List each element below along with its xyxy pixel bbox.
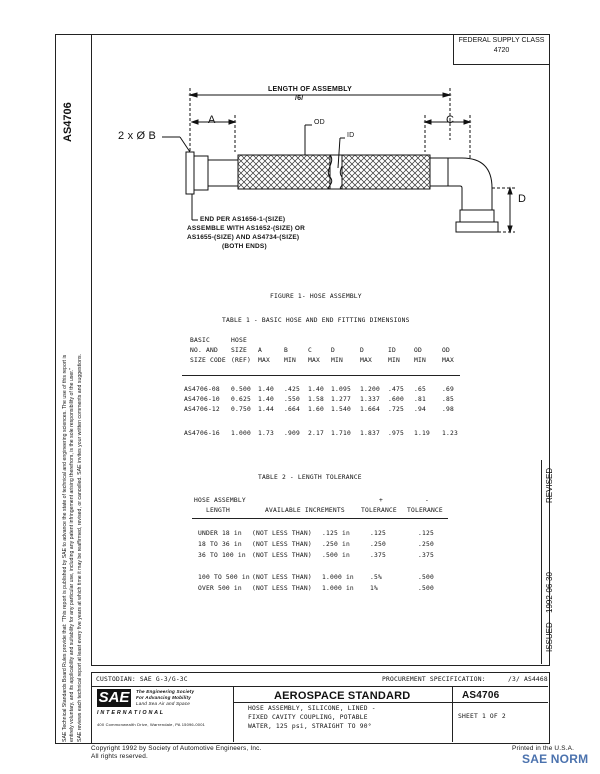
table1-cell: .550 bbox=[284, 396, 300, 403]
table1-cell: 1.40 bbox=[258, 386, 274, 393]
table1-header-cell: SIZE bbox=[231, 347, 247, 354]
sheet-number: SHEET 1 OF 2 bbox=[458, 713, 506, 720]
logo-tagline-3: Land Sea Air and Space bbox=[136, 701, 191, 706]
issued-label: ISSUED bbox=[545, 622, 554, 652]
table2-cell: (NOT LESS THAN) bbox=[252, 574, 312, 581]
table2-cell: (NOT LESS THAN) bbox=[252, 585, 312, 592]
left-fitting-nut bbox=[186, 152, 194, 194]
end-note-line1: END PER AS1656-1-(SIZE) bbox=[200, 216, 286, 223]
table1-cell: 1.837 bbox=[360, 430, 380, 437]
table1-cell: 0.750 bbox=[231, 406, 251, 413]
end-note-line4: (BOTH ENDS) bbox=[222, 243, 267, 250]
table2-cell: 18 TO 36 in bbox=[198, 541, 242, 548]
table2-cell: .250 bbox=[418, 541, 434, 548]
table1-header-cell: NO. AND bbox=[190, 347, 218, 354]
copyright: Copyright 1992 by Society of Automotive Engineers, Inc. bbox=[91, 745, 262, 752]
table2-header-length-1: HOSE ASSEMBLY bbox=[194, 497, 246, 504]
procurement-ref: /3/ AS4468 bbox=[508, 676, 548, 683]
title-block-divider-1 bbox=[233, 686, 234, 742]
table2-cell: (NOT LESS THAN) bbox=[252, 552, 312, 559]
table1-cell: 1.40 bbox=[258, 396, 274, 403]
table1-cell: 1.200 bbox=[360, 386, 380, 393]
table2-header-minus-sign: - bbox=[425, 497, 429, 504]
table1-cell: AS4706-10 bbox=[184, 396, 220, 403]
table1-cell: .94 bbox=[414, 406, 426, 413]
table1-cell: 1.710 bbox=[331, 430, 351, 437]
table1-cell: 1.095 bbox=[331, 386, 351, 393]
disclaimer-line-2: entirely voluntary, and its applicability and suitability for any particular use, including any patent infringement arising therefrom, is the sole responsibility of the user." bbox=[69, 368, 75, 742]
end-note-line2: ASSEMBLE WITH AS1652-(SIZE) OR bbox=[187, 225, 306, 232]
watermark: SAE NORM bbox=[522, 752, 589, 766]
table2-cell: .375 bbox=[418, 552, 434, 559]
procurement-spec: PROCUREMENT SPECIFICATION: bbox=[382, 676, 486, 683]
sae-logo: SAE bbox=[98, 689, 130, 706]
table2-cell: 36 TO 100 in bbox=[198, 552, 246, 559]
table2-cell: (NOT LESS THAN) bbox=[252, 530, 312, 537]
end-note-line3: AS1655-(SIZE) AND AS4734-(SIZE) bbox=[187, 234, 300, 241]
title-block-doc-number: AS4706 bbox=[462, 690, 500, 701]
dim-d-label: D bbox=[518, 193, 527, 205]
disclaimer-line-3: SAE reviews each technical report at least every five years at which time it may be reaffirmed, revised, or cancelled. SAE invites your written comments and suggestions. bbox=[77, 354, 83, 742]
table2-cell: .125 bbox=[418, 530, 434, 537]
table1-header-cell: MIN bbox=[388, 357, 400, 364]
dates-divider bbox=[541, 460, 542, 664]
table1-header-cell: BASIC bbox=[190, 337, 210, 344]
table1-cell: .909 bbox=[284, 430, 300, 437]
logo-address: 400 Commonwealth Drive, Warrendale, PA 15096-0001 bbox=[97, 722, 206, 727]
rights-reserved: All rights reserved. bbox=[91, 753, 148, 760]
table2-cell: 1.000 in bbox=[322, 585, 354, 592]
table1-cell: 0.500 bbox=[231, 386, 251, 393]
table1-header-cell: MAX bbox=[308, 357, 320, 364]
table1-header-cell: MAX bbox=[258, 357, 270, 364]
table1-header-cell: D bbox=[360, 347, 364, 354]
doc-number-vertical: AS4706 bbox=[62, 102, 74, 142]
title-block-divider-2 bbox=[452, 686, 453, 742]
logo-tagline-2: For Advancing Mobility bbox=[136, 695, 192, 700]
table2-cell: .125 bbox=[370, 530, 386, 537]
length-arrow-right bbox=[443, 93, 450, 97]
standard-title: AEROSPACE STANDARD bbox=[274, 690, 411, 702]
table1-header-cell: D bbox=[331, 347, 335, 354]
table1-cell: 1.44 bbox=[258, 406, 274, 413]
table2-header-plus: TOLERANCE bbox=[361, 507, 397, 514]
table1-cell: AS4706-16 bbox=[184, 430, 220, 437]
table1-cell: .69 bbox=[442, 386, 454, 393]
table2-cell: .500 bbox=[418, 585, 434, 592]
table1-header-cell: C bbox=[308, 347, 312, 354]
table1-header-cell: MIN bbox=[414, 357, 426, 364]
table2-cell: .500 bbox=[418, 574, 434, 581]
table1-header-cell: MIN bbox=[331, 357, 343, 364]
table1-cell: AS4706-08 bbox=[184, 386, 220, 393]
id-label: ID bbox=[347, 132, 355, 139]
table1-header-cell: MIN bbox=[284, 357, 296, 364]
table2-cell: .375 bbox=[370, 552, 386, 559]
disclaimer-line-1: SAE Technical Standards Board Rules provide that: "This report is published by SAE to advance the state of technical and engineering sciences. The use of this report is bbox=[62, 354, 68, 742]
table1-cell: .975 bbox=[388, 430, 404, 437]
table2-cell: .500 in bbox=[322, 552, 350, 559]
table2-header-length-2: LENGTH bbox=[206, 507, 230, 514]
title-block-rule-2 bbox=[233, 702, 548, 703]
table1-cell: 2.17 bbox=[308, 430, 324, 437]
table1-header-cell: A bbox=[258, 347, 262, 354]
table1-cell: 1.58 bbox=[308, 396, 324, 403]
table1-cell: 1.73 bbox=[258, 430, 274, 437]
table1-header-cell: OD bbox=[414, 347, 422, 354]
table2-cell: .5% bbox=[370, 574, 382, 581]
dim-a-label: A bbox=[208, 114, 216, 126]
table1-cell: .85 bbox=[442, 396, 454, 403]
hose-braid-right bbox=[342, 155, 430, 189]
table2-cell: .125 in bbox=[322, 530, 350, 537]
dim-c-label: C bbox=[446, 114, 455, 126]
table2-cell: UNDER 18 in bbox=[198, 530, 242, 537]
table1-cell: AS4706-12 bbox=[184, 406, 220, 413]
figure-caption: FIGURE 1- HOSE ASSEMBLY bbox=[270, 293, 362, 300]
dim-b-label: 2 x Ø B bbox=[118, 130, 157, 142]
table1-cell: .725 bbox=[388, 406, 404, 413]
table2-cell: OVER 500 in bbox=[198, 585, 242, 592]
table1-cell: 1.664 bbox=[360, 406, 380, 413]
table2-header-increments: AVAILABLE INCREMENTS bbox=[265, 507, 345, 514]
table1-cell: .425 bbox=[284, 386, 300, 393]
table1-title: TABLE 1 - BASIC HOSE AND END FITTING DIMENSIONS bbox=[222, 317, 410, 324]
logo-tagline-1: The Engineering Society bbox=[136, 689, 195, 694]
logo-intl: I N T E R N A T I O N A L bbox=[97, 710, 164, 716]
revised-label: REVISED bbox=[545, 467, 554, 503]
description-line1: HOSE ASSEMBLY, SILICONE, LINED - bbox=[248, 705, 376, 712]
table1-cell: 1.337 bbox=[360, 396, 380, 403]
table2-cell: (NOT LESS THAN) bbox=[252, 541, 312, 548]
table2-header-rule bbox=[192, 518, 448, 519]
table1-header-cell: MAX bbox=[360, 357, 372, 364]
table2-header-minus: TOLERANCE bbox=[407, 507, 443, 514]
table1-header-cell: MAX bbox=[442, 357, 454, 364]
printed-in: Printed in the U.S.A. bbox=[512, 745, 575, 752]
description-line3: WATER, 125 psi, STRAIGHT TO 90° bbox=[248, 723, 372, 730]
table1-cell: .81 bbox=[414, 396, 426, 403]
table1-header-rule bbox=[182, 375, 460, 376]
table1-header-cell: B bbox=[284, 347, 288, 354]
length-arrow-left bbox=[190, 93, 197, 97]
hose-braid-left bbox=[238, 155, 330, 189]
table1-cell: .98 bbox=[442, 406, 454, 413]
description-line2: FIXED CAVITY COUPLING, POTABLE bbox=[248, 714, 368, 721]
federal-supply-label: FEDERAL SUPPLY CLASS bbox=[458, 37, 545, 44]
table1-cell: 1.60 bbox=[308, 406, 324, 413]
table1-cell: .600 bbox=[388, 396, 404, 403]
od-label: OD bbox=[314, 119, 325, 126]
table1-cell: .65 bbox=[414, 386, 426, 393]
table1-header-cell: (REF) bbox=[231, 357, 251, 364]
right-elbow-fitting bbox=[448, 158, 492, 210]
table2-header-plus-sign: + bbox=[379, 497, 383, 504]
hose-assembly-drawing bbox=[100, 80, 540, 280]
title-block-rule bbox=[91, 686, 548, 687]
table1-cell: 1.277 bbox=[331, 396, 351, 403]
table1-cell: 1.19 bbox=[414, 430, 430, 437]
table2-title: TABLE 2 - LENGTH TOLERANCE bbox=[258, 474, 362, 481]
table1-cell: 1.540 bbox=[331, 406, 351, 413]
table1-header-cell: HOSE bbox=[231, 337, 247, 344]
length-label-line2: /6/ bbox=[295, 95, 304, 102]
table1-header-cell: ID bbox=[388, 347, 396, 354]
table2-cell: 1% bbox=[370, 585, 378, 592]
table1-cell: .475 bbox=[388, 386, 404, 393]
table2-cell: 1.000 in bbox=[322, 574, 354, 581]
table1-cell: 1.40 bbox=[308, 386, 324, 393]
table2-cell: .250 bbox=[370, 541, 386, 548]
table1-cell: 1.000 bbox=[231, 430, 251, 437]
issued-date: 1992-06-30 bbox=[545, 572, 554, 613]
federal-supply-value: 4720 bbox=[493, 47, 510, 54]
table1-header-cell: OD bbox=[442, 347, 450, 354]
federal-supply-class-box bbox=[453, 34, 549, 65]
table1-cell: .664 bbox=[284, 406, 300, 413]
table2-cell: 100 TO 500 in bbox=[198, 574, 250, 581]
table2-cell: .250 in bbox=[322, 541, 350, 548]
table1-cell: 1.23 bbox=[442, 430, 458, 437]
table1-header-cell: SIZE CODE bbox=[190, 357, 226, 364]
length-label-line1: LENGTH OF ASSEMBLY bbox=[268, 86, 352, 93]
custodian: CUSTODIAN: SAE G-3/G-3C bbox=[96, 676, 188, 683]
table1-cell: 0.625 bbox=[231, 396, 251, 403]
